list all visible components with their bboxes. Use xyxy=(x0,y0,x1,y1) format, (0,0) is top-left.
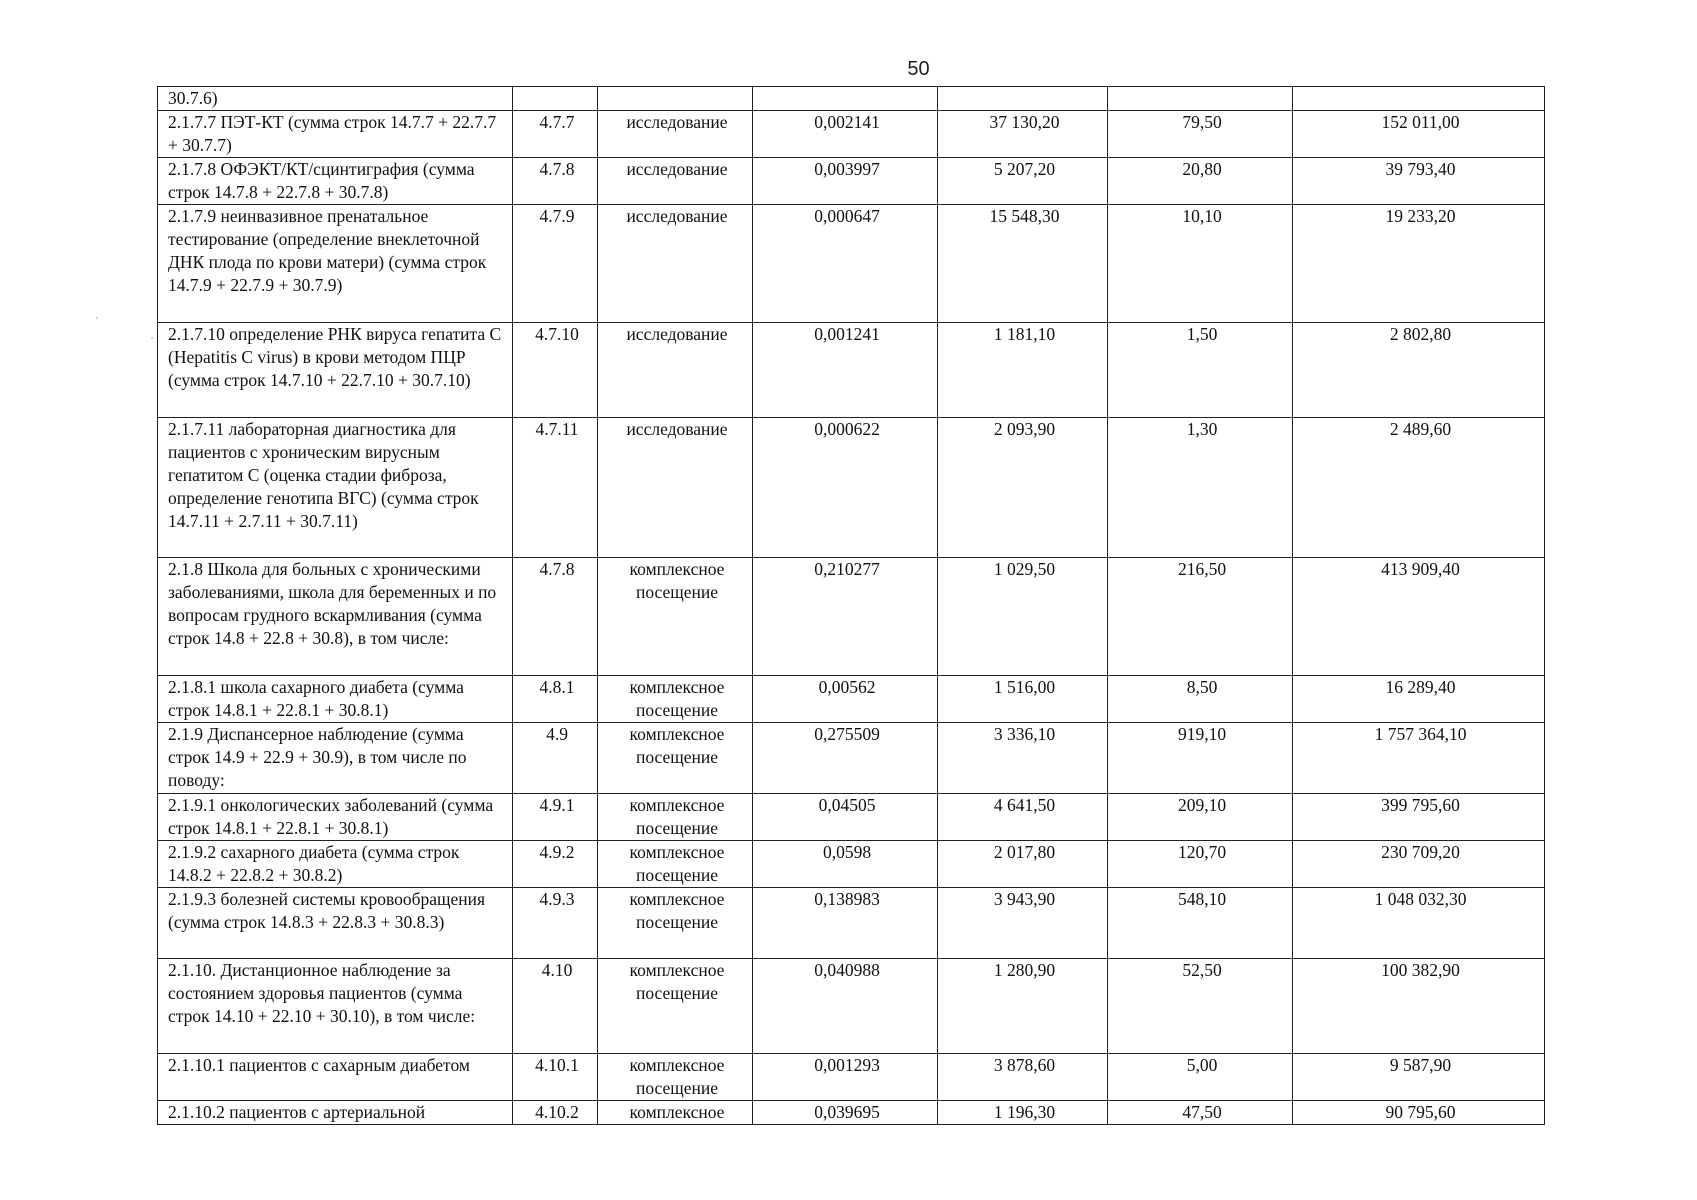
row-norm-cell: 10,10 xyxy=(1108,205,1293,323)
row-cost-cell: 3 878,60 xyxy=(938,1054,1108,1101)
row-norm-cell: 548,10 xyxy=(1108,888,1293,959)
row-rate-cell: 0,210277 xyxy=(753,558,938,676)
row-total-cell: 152 011,00 xyxy=(1293,111,1545,158)
row-cost-cell: 1 196,30 xyxy=(938,1101,1108,1125)
row-rate-cell: 0,001293 xyxy=(753,1054,938,1101)
row-norm-cell: 5,00 xyxy=(1108,1054,1293,1101)
table-row xyxy=(158,841,1545,888)
row-code-cell: 4.10 xyxy=(513,959,598,1054)
row-name-cell: 2.1.9.3 болезней системы кровообращения (сумма строк 14.8.3 + 22.8.3 + 30.8.3) xyxy=(158,888,513,959)
row-norm-cell: 20,80 xyxy=(1108,158,1293,205)
row-total-cell: 100 382,90 xyxy=(1293,959,1545,1054)
row-unit-cell: комплексное посещение xyxy=(598,841,753,888)
row-norm-cell: 216,50 xyxy=(1108,558,1293,676)
table-row xyxy=(158,323,1545,418)
row-rate-cell: 0,00562 xyxy=(753,676,938,723)
row-rate-cell: 0,040988 xyxy=(753,959,938,1054)
row-total-cell: 16 289,40 xyxy=(1293,676,1545,723)
row-code-cell: 4.7.11 xyxy=(513,418,598,558)
row-cost-cell: 1 181,10 xyxy=(938,323,1108,418)
row-unit-cell: исследование xyxy=(598,111,753,158)
row-name-cell: 2.1.10.2 пациентов с артериальной xyxy=(158,1101,513,1125)
row-unit-cell: комплексное посещение xyxy=(598,888,753,959)
row-cost-cell: 1 280,90 xyxy=(938,959,1108,1054)
row-code-cell: 4.9.3 xyxy=(513,888,598,959)
row-unit-cell: исследование xyxy=(598,418,753,558)
row-rate-cell: 0,138983 xyxy=(753,888,938,959)
table-row xyxy=(158,111,1545,158)
row-total-cell: 230 709,20 xyxy=(1293,841,1545,888)
page-number xyxy=(0,58,1697,81)
row-name-cell: 2.1.9.2 сахарного диабета (сумма строк 14.8.2 + 22.8.2 + 30.8.2) xyxy=(158,841,513,888)
row-total-cell: 39 793,40 xyxy=(1293,158,1545,205)
row-unit-cell: комплексное посещение xyxy=(598,1054,753,1101)
row-unit-cell: комплексное посещение xyxy=(598,959,753,1054)
row-cost-cell: 5 207,20 xyxy=(938,158,1108,205)
row-rate-cell: 0,039695 xyxy=(753,1101,938,1125)
row-norm-cell xyxy=(1108,87,1293,111)
row-unit-cell: исследование xyxy=(598,205,753,323)
row-rate-cell: 0,04505 xyxy=(753,794,938,841)
row-name-cell: 30.7.6) xyxy=(158,87,513,111)
row-cost-cell: 2 017,80 xyxy=(938,841,1108,888)
row-rate-cell: 0,275509 xyxy=(753,723,938,794)
table-row xyxy=(158,418,1545,558)
scan-mark: · xyxy=(95,310,99,324)
row-cost-cell: 3 943,90 xyxy=(938,888,1108,959)
row-name-cell: 2.1.7.8 ОФЭКТ/КТ/сцинтиграфия (сумма строк 14.7.8 + 22.7.8 + 30.7.8) xyxy=(158,158,513,205)
row-cost-cell: 1 516,00 xyxy=(938,676,1108,723)
row-cost-cell: 2 093,90 xyxy=(938,418,1108,558)
row-total-cell: 1 048 032,30 xyxy=(1293,888,1545,959)
row-rate-cell: 0,0598 xyxy=(753,841,938,888)
row-name-cell: 2.1.9.1 онкологических заболеваний (сумма строк 14.8.1 + 22.8.1 + 30.8.1) xyxy=(158,794,513,841)
row-code-cell: 4.10.1 xyxy=(513,1054,598,1101)
row-total-cell: 2 489,60 xyxy=(1293,418,1545,558)
row-total-cell xyxy=(1293,87,1545,111)
row-rate-cell: 0,000647 xyxy=(753,205,938,323)
row-name-cell: 2.1.8 Школа для больных с хроническими заболеваниями, школа для беременных и по вопросам грудного вскармливания (сумма строк 14.8 + 22.8 + 30.8), в том числе: xyxy=(158,558,513,676)
row-code-cell: 4.8.1 xyxy=(513,676,598,723)
row-name-cell: 2.1.7.10 определение РНК вируса гепатита С (Hepatitis C virus) в крови методом ПЦР (сумма строк 14.7.10 + 22.7.10 + 30.7.10) xyxy=(158,323,513,418)
row-rate-cell: 0,001241 xyxy=(753,323,938,418)
table-row xyxy=(158,959,1545,1054)
row-cost-cell: 37 130,20 xyxy=(938,111,1108,158)
row-name-cell: 2.1.7.9 неинвазивное пренатальное тестирование (определение внеклеточной ДНК плода по крови матери) (сумма строк 14.7.9 + 22.7.9 + 30.7.9) xyxy=(158,205,513,323)
table-row xyxy=(158,794,1545,841)
row-total-cell: 90 795,60 xyxy=(1293,1101,1545,1125)
row-code-cell: 4.9 xyxy=(513,723,598,794)
row-unit-cell: комплексное посещение xyxy=(598,794,753,841)
table-row xyxy=(158,888,1545,959)
row-rate-cell xyxy=(753,87,938,111)
row-name-cell: 2.1.7.7 ПЭТ-КТ (сумма строк 14.7.7 + 22.7.7 + 30.7.7) xyxy=(158,111,513,158)
row-code-cell: 4.7.8 xyxy=(513,158,598,205)
row-total-cell: 1 757 364,10 xyxy=(1293,723,1545,794)
row-name-cell: 2.1.10.1 пациентов с сахарным диабетом xyxy=(158,1054,513,1101)
row-unit-cell: исследование xyxy=(598,158,753,205)
row-total-cell: 2 802,80 xyxy=(1293,323,1545,418)
row-norm-cell: 120,70 xyxy=(1108,841,1293,888)
table-row xyxy=(158,723,1545,794)
row-code-cell: 4.10.2 xyxy=(513,1101,598,1125)
scan-mark: · xyxy=(150,330,154,344)
row-cost-cell: 4 641,50 xyxy=(938,794,1108,841)
row-code-cell: 4.9.2 xyxy=(513,841,598,888)
table-row xyxy=(158,676,1545,723)
row-name-cell: 2.1.7.11 лабораторная диагностика для пациентов с хроническим вирусным гепатитом С (оценка стадии фиброза, определение генотипа ВГС) (сумма строк 14.7.11 + 2.7.11 + 30.7.11) xyxy=(158,418,513,558)
row-cost-cell: 15 548,30 xyxy=(938,205,1108,323)
row-unit-cell: комплексное посещение xyxy=(598,676,753,723)
row-cost-cell: 3 336,10 xyxy=(938,723,1108,794)
row-unit-cell xyxy=(598,87,753,111)
row-norm-cell: 8,50 xyxy=(1108,676,1293,723)
row-unit-cell: комплексное xyxy=(598,1101,753,1125)
row-name-cell: 2.1.9 Диспансерное наблюдение (сумма строк 14.9 + 22.9 + 30.9), в том числе по поводу: xyxy=(158,723,513,794)
row-norm-cell: 209,10 xyxy=(1108,794,1293,841)
row-code-cell: 4.7.8 xyxy=(513,558,598,676)
table-row xyxy=(158,205,1545,323)
row-name-cell: 2.1.10. Дистанционное наблюдение за состоянием здоровья пациентов (сумма строк 14.10 + 22.10 + 30.10), в том числе: xyxy=(158,959,513,1054)
row-norm-cell: 1,30 xyxy=(1108,418,1293,558)
row-code-cell: 4.7.7 xyxy=(513,111,598,158)
row-code-cell xyxy=(513,87,598,111)
table-row xyxy=(158,1054,1545,1101)
row-code-cell: 4.7.9 xyxy=(513,205,598,323)
row-norm-cell: 79,50 xyxy=(1108,111,1293,158)
row-name-cell: 2.1.8.1 школа сахарного диабета (сумма строк 14.8.1 + 22.8.1 + 30.8.1) xyxy=(158,676,513,723)
row-norm-cell: 1,50 xyxy=(1108,323,1293,418)
table-row xyxy=(158,87,1545,111)
page-number-text: 50 xyxy=(907,58,930,80)
row-cost-cell xyxy=(938,87,1108,111)
row-total-cell: 413 909,40 xyxy=(1293,558,1545,676)
row-rate-cell: 0,003997 xyxy=(753,158,938,205)
row-total-cell: 19 233,20 xyxy=(1293,205,1545,323)
table-row xyxy=(158,1101,1545,1125)
row-rate-cell: 0,002141 xyxy=(753,111,938,158)
table-row xyxy=(158,558,1545,676)
row-unit-cell: комплексное посещение xyxy=(598,558,753,676)
row-code-cell: 4.7.10 xyxy=(513,323,598,418)
row-unit-cell: исследование xyxy=(598,323,753,418)
row-norm-cell: 52,50 xyxy=(1108,959,1293,1054)
table-body xyxy=(158,87,1545,1125)
row-rate-cell: 0,000622 xyxy=(753,418,938,558)
table-row xyxy=(158,158,1545,205)
row-total-cell: 399 795,60 xyxy=(1293,794,1545,841)
row-cost-cell: 1 029,50 xyxy=(938,558,1108,676)
row-norm-cell: 47,50 xyxy=(1108,1101,1293,1125)
row-code-cell: 4.9.1 xyxy=(513,794,598,841)
row-unit-cell: комплексное посещение xyxy=(598,723,753,794)
row-norm-cell: 919,10 xyxy=(1108,723,1293,794)
budget-table xyxy=(157,86,1545,1125)
row-total-cell: 9 587,90 xyxy=(1293,1054,1545,1101)
